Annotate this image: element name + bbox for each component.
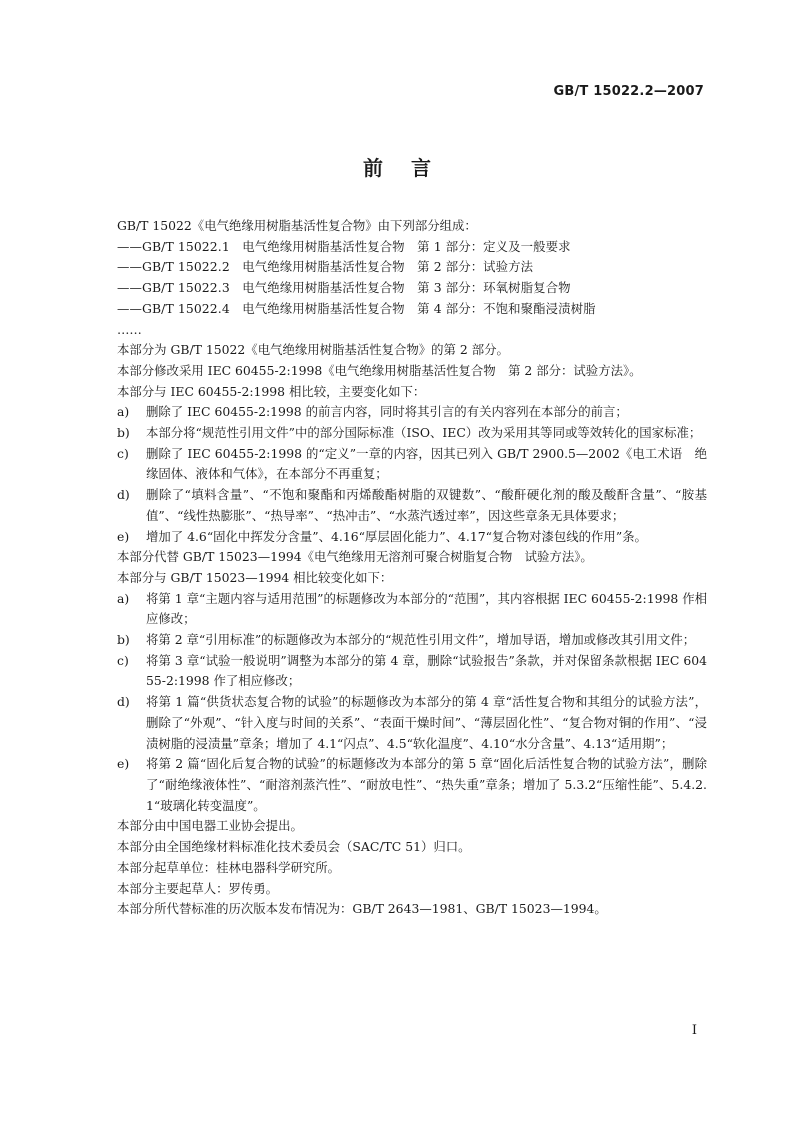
changes-list-iec [117,402,707,547]
changes-list-gb [117,589,707,817]
list-label: a) [117,590,130,606]
list-item [117,630,707,651]
list-label: d) [117,694,130,710]
list-label: c) [117,445,129,461]
paragraph: 本部分所代替标准的历次版本发布情况为：GB/T 2643—1981、GB/T 15023—1994。 [117,901,607,917]
part-item: ——GB/T 15022.1 电气绝缘用树脂基活性复合物 第 1 部分：定义及一般要求 [117,238,571,254]
page-number: I [691,1023,697,1038]
page-title: 前言 [363,156,459,180]
paragraph: 本部分为 GB/T 15022《电气绝缘用树脂基活性复合物》的第 2 部分。 [117,342,509,358]
list-text: 将第 1 章“主题内容与适用范围”的标题修改为本部分的“范围”，其内容根据 IEC 60455-2:1998 作相应修改； [146,590,707,627]
paragraph: 本部分与 GB/T 15023—1994 相比较变化如下： [117,569,393,585]
list-text: 本部分将“规范性引用文件”中的部分国际标准（ISO、IEC）改为采用其等同或等效转化的国家标准； [146,425,702,441]
list-item [117,754,707,816]
part-item: ——GB/T 15022.4 电气绝缘用树脂基活性复合物 第 4 部分：不饱和聚酯浸渍树脂 [117,300,596,316]
list-item [117,444,707,485]
paragraph: 本部分主要起草人：罗传勇。 [117,880,279,896]
list-item [117,589,707,630]
list-text: 将第 2 篇“固化后复合物的试验”的标题修改为本部分的第 5 章“固化后活性复合物的试验方法”，删除了“耐绝缘液体性”、“耐溶剂蒸汽性”、“耐放电性”、“热失重”章条；增加了 5.3.2“压缩性能”、5.4.2.1“玻璃化转变温度”。 [146,756,707,813]
standard-code: GB/T 15022.2—2007 [553,84,704,99]
list-text: 将第 2 章“引用标准”的标题修改为本部分的“规范性引用文件”，增加导语，增加或修改其引用文件； [146,632,696,648]
list-item [117,423,707,444]
paragraph: 本部分修改采用 IEC 60455-2:1998《电气绝缘用树脂基活性复合物 第 2 部分：试验方法》。 [117,362,642,378]
ellipsis: …… [117,321,142,337]
list-text: 删除了 IEC 60455-2:1998 的前言内容，同时将其引言的有关内容列在本部分的前言； [146,404,628,420]
list-item [117,402,707,423]
list-label: b) [117,632,130,648]
list-text: 删除了“填料含量”、“不饱和聚酯和丙烯酸酯树脂的双键数”、“酸酐硬化剂的酸及酸酐含量”、“胺基值”、“线性热膨胀”、“热导率”、“热冲击”、“水蒸汽透过率”，因这些章条无具体要求； [146,487,707,523]
list-item [117,692,707,754]
list-text: 删除了 IEC 60455-2:1998 的“定义”一章的内容，因其已列入 GB/T 2900.5—2002《电工术语 绝缘固体、液体和气体》，在本部分不再重复； [146,445,707,482]
list-label: e) [117,756,130,772]
foreword-body [117,216,707,920]
list-text: 将第 1 篇“供货状态复合物的试验”的标题修改为本部分的第 4 章“活性复合物和其组分的试验方法”，删除了“外观”、“针入度与时间的关系”、“表面干燥时间”、“薄层固化性”、“复合物对铜的作用”、“浸渍树脂的浸渍量”章条；增加了 4.1“闪点”、4.5“软化温度”、4.10“水分含量”、4.13“适用期”； [146,694,707,751]
list-label: d) [117,487,130,503]
paragraph: 本部分与 IEC 60455-2:1998 相比较，主要变化如下： [117,383,426,399]
paragraph: 本部分代替 GB/T 15023—1994《电气绝缘用无溶剂可聚合树脂复合物 试验方法》。 [117,549,593,565]
paragraph: 本部分由全国绝缘材料标准化技术委员会（SAC/TC 51）归口。 [117,839,471,855]
list-label: e) [117,528,130,544]
part-item: ——GB/T 15022.3 电气绝缘用树脂基活性复合物 第 3 部分：环氧树脂复合物 [117,280,571,296]
list-item [117,485,707,526]
list-text: 将第 3 章“试验一般说明”调整为本部分的第 4 章，删除“试验报告”条款，并对保留条款根据 IEC 60455-2:1998 作了相应修改； [146,652,707,689]
list-label: a) [117,404,130,420]
part-item: ——GB/T 15022.2 电气绝缘用树脂基活性复合物 第 2 部分：试验方法 [117,259,534,275]
paragraph: 本部分起草单位：桂林电器科学研究所。 [117,859,341,875]
parts-list [117,237,707,320]
intro-paragraph: GB/T 15022《电气绝缘用树脂基活性复合物》由下列部分组成： [117,218,477,233]
list-label: c) [117,652,129,668]
list-item [117,527,707,548]
list-label: b) [117,425,130,441]
list-item [117,651,707,692]
list-text: 增加了 4.6“固化中挥发分含量”、4.16“厚层固化能力”、4.17“复合物对漆包线的作用”条。 [146,528,647,544]
paragraph: 本部分由中国电器工业协会提出。 [117,818,303,834]
